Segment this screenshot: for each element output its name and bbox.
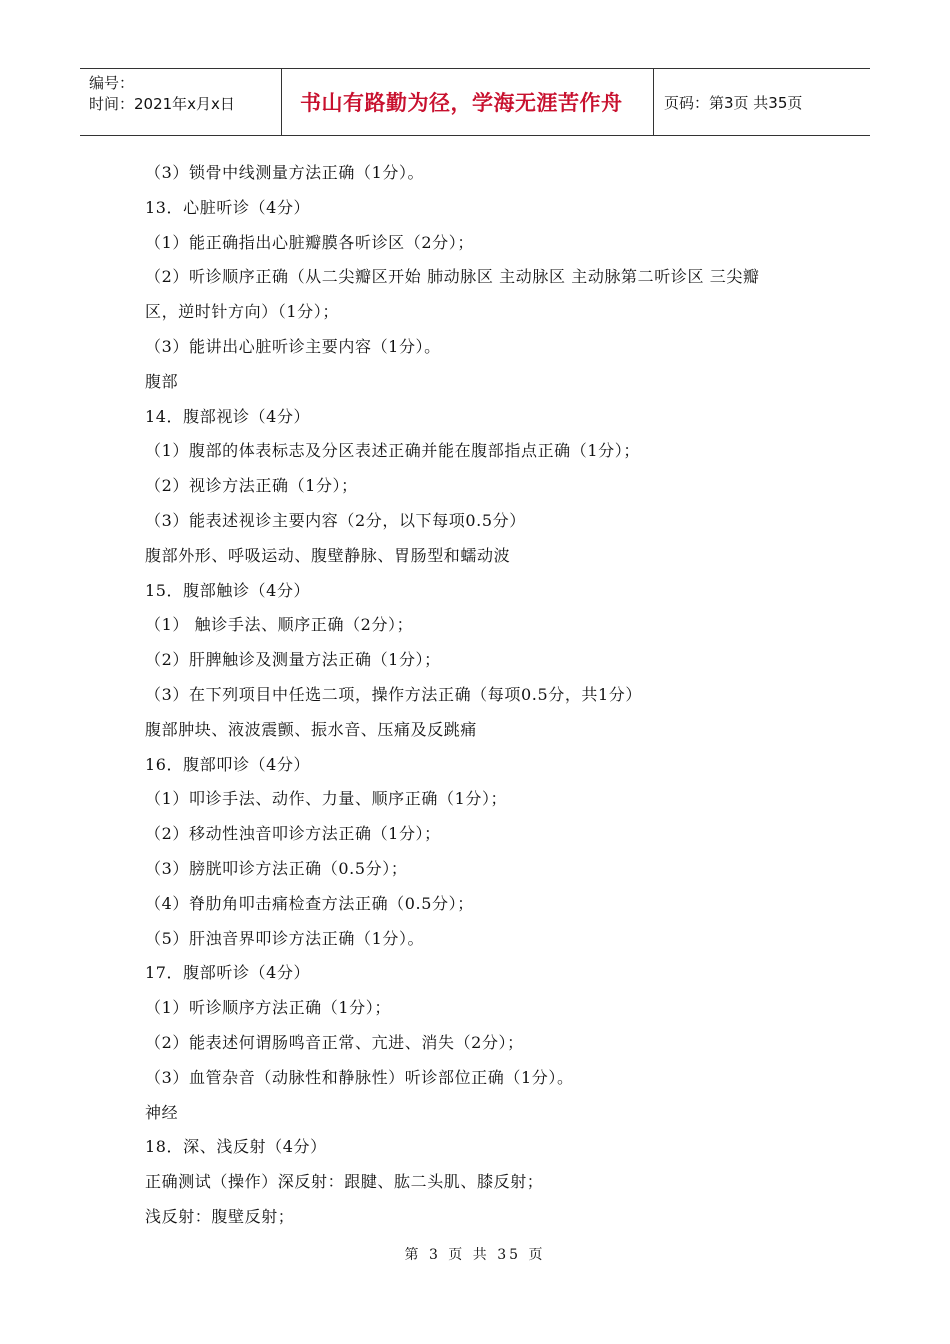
text-line: （3）血管杂音（动脉性和静脉性）听诊部位正确（1分）。 [145, 1067, 574, 1087]
text-line: （2）移动性浊音叩诊方法正确（1分）； [145, 824, 441, 844]
text-line: 16．腹部叩诊（4分） [145, 754, 311, 774]
page-footer: 第 3 页 共 35 页 [404, 1247, 546, 1263]
text-line: 17．腹部听诊（4分） [145, 963, 311, 983]
text-line: （1） 触诊手法、顺序正确（2分）； [145, 615, 414, 635]
header-number-label: 编号： [89, 74, 135, 92]
text-line: （1）腹部的体表标志及分区表述正确并能在腹部指点正确（1分）； [145, 441, 640, 461]
text-line: （3）能表述视诊主要内容（2分，以下每项0.5分） [145, 510, 526, 530]
text-line: 腹部 [145, 371, 179, 391]
text-line: （3）锁骨中线测量方法正确（1分）。 [145, 163, 425, 182]
text-line: 区，逆时针方向）（1分）； [145, 302, 339, 322]
text-line: （2）能表述何谓肠鸣音正常、亢进、消失（2分）； [145, 1032, 524, 1052]
text-line: （3）膀胱叩诊方法正确（0.5分）； [145, 858, 408, 878]
text-line: （2）听诊顺序正确（从二尖瓣区开始 肺动脉区 主动脉区 主动脉第二听诊区 三尖瓣 [145, 267, 760, 287]
header-page-info: 页码：第3页 共35页 [664, 93, 803, 112]
text-line: 腹部肿块、液波震颤、振水音、压痛及反跳痛 [145, 719, 478, 739]
text-line: 浅反射：腹壁反射； [145, 1206, 295, 1226]
text-line: （3）能讲出心脏听诊主要内容（1分）。 [145, 336, 441, 356]
text-line: 腹部外形、呼吸运动、腹壁静脉、胃肠型和蠕动波 [145, 545, 511, 565]
text-line: 正确测试（操作）深反射：跟腱、肱二头肌、膝反射； [145, 1172, 544, 1192]
text-line: （3）在下列项目中任选二项，操作方法正确（每项0.5分，共1分） [145, 684, 643, 704]
text-line: 13．心脏听诊（4分） [145, 197, 311, 217]
text-line: （1）听诊顺序方法正确（1分）； [145, 998, 391, 1018]
text-line: 神经 [145, 1102, 179, 1122]
text-line: （1）叩诊手法、动作、力量、顺序正确（1分）； [145, 789, 508, 809]
header-motto: 书山有路勤为径，学海无涯苦作舟 [282, 69, 654, 135]
header-meta [80, 69, 282, 135]
text-line: 15．腹部触诊（4分） [145, 580, 311, 600]
header-time-label: 时间：2021年x月x日 [89, 95, 235, 113]
text-line: 14．腹部视诊（4分） [145, 406, 311, 426]
text-line: （2）肝脾触诊及测量方法正确（1分）； [145, 650, 441, 670]
text-line: （1）能正确指出心脏瓣膜各听诊区（2分）； [145, 232, 474, 252]
page-header [80, 68, 870, 136]
text-line: （2）视诊方法正确（1分）； [145, 476, 358, 496]
text-line: （4）脊肋角叩击痛检查方法正确（0.5分）； [145, 893, 474, 913]
text-line: 18．深、浅反射（4分） [145, 1137, 327, 1157]
document-body [145, 156, 825, 1235]
text-line: （5）肝浊音界叩诊方法正确（1分）。 [145, 928, 425, 948]
